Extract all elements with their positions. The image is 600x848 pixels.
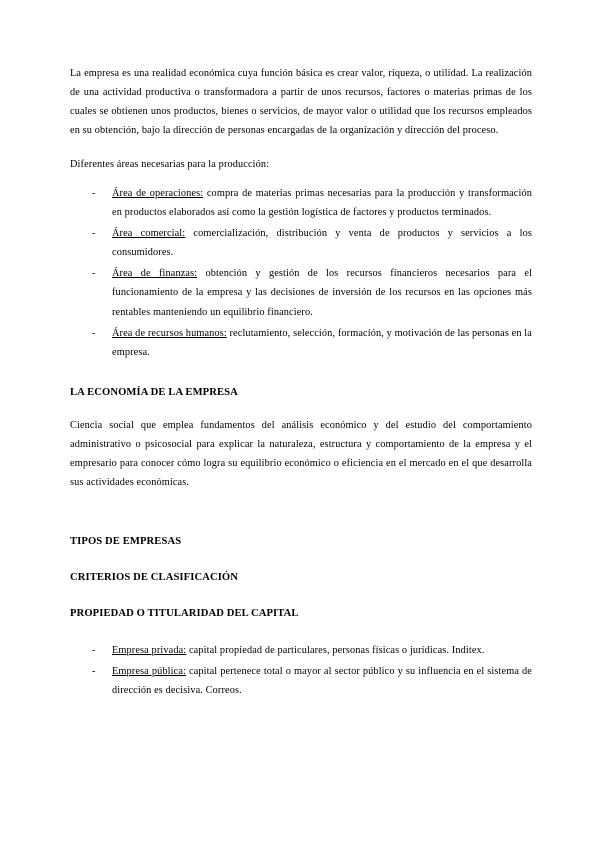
list-bullet: - bbox=[92, 665, 96, 677]
list-bullet: - bbox=[92, 327, 96, 339]
list-item-text: comercialización, distribución y venta de productos y servicios a los consumidores. bbox=[112, 227, 532, 259]
heading-criterios-clasificacion: CRITERIOS DE CLASIFICACIÓN bbox=[70, 571, 239, 583]
list-bullet: - bbox=[92, 644, 96, 656]
heading-tipos-empresas: TIPOS DE EMPRESAS bbox=[70, 535, 182, 547]
economia-body-paragraph: Ciencia social que emplea fundamentos del análisis económico y del estudio del comportamiento administrativo o psicosocial para explicar la naturaleza, estructura y comportamiento de la empresa y el empresario para conocer cómo logra su equilibrio económico o eficiencia en el mercado en el que desarrolla sus actividades económicas. bbox=[70, 419, 532, 489]
list-item bbox=[70, 224, 532, 262]
list-item bbox=[70, 641, 532, 660]
list-item bbox=[70, 264, 532, 321]
heading-economia-empresa: LA ECONOMÍA DE LA EMPRESA bbox=[70, 386, 238, 398]
list-bullet: - bbox=[92, 268, 96, 280]
list-item-text: reclutamiento, selección, formación, y motivación de las personas en la empresa. bbox=[112, 327, 532, 358]
list-item bbox=[70, 324, 532, 362]
intro-paragraph: La empresa es una realidad económica cuya función básica es crear valor, riqueza, o utilidad. La realización de una actividad productiva o transformadora a partir de unos recursos, factores o materias primas de los cuales se obtienen unos productos, bienes o servicios, de mayor valor o utilidad que los recursos empleados en su obtención, bajo la dirección de personas encargadas de la organización y dirección del proceso. bbox=[70, 68, 532, 137]
list-item-term: Área de operaciones: bbox=[112, 187, 204, 199]
list-item-text: compra de materias primas necesarias para la producción y transformación en productos elaborados así como la gestión logística de factores y productos terminados. bbox=[112, 187, 532, 218]
list-bullet: - bbox=[92, 187, 96, 199]
areas-lead-paragraph: Diferentes áreas necesarias para la producción: bbox=[70, 158, 270, 170]
list-bullet: - bbox=[92, 227, 96, 239]
list-item-term: Empresa pública: bbox=[112, 665, 186, 677]
list-item-term: Área de recursos humanos: bbox=[112, 327, 227, 339]
list-item-text: capital pertenece total o mayor al sector público y su influencia en el sistema de dirección es decisiva. Correos. bbox=[112, 665, 532, 696]
list-item-term: Área comercial: bbox=[112, 227, 186, 239]
heading-propiedad-titularidad-capital: PROPIEDAD O TITULARIDAD DEL CAPITAL bbox=[70, 607, 299, 619]
propiedad-list bbox=[70, 641, 532, 700]
list-item bbox=[70, 184, 532, 222]
list-item-text: capital propiedad de particulares, personas físicas o jurídicas. Inditex. bbox=[186, 644, 485, 656]
list-item-text: obtención y gestión de los recursos financieros necesarios para el funcionamiento de la empresa y las decisiones de inversión de los recursos en las opciones más rentables manteniendo un equilibrio financiero. bbox=[112, 268, 532, 318]
areas-list bbox=[70, 184, 532, 362]
list-item-term: Empresa privada: bbox=[112, 644, 187, 656]
section-spacer bbox=[70, 507, 532, 533]
list-item bbox=[70, 662, 532, 700]
clasificacion-headings-block bbox=[70, 533, 532, 623]
list-item-term: Área de finanzas: bbox=[112, 268, 198, 280]
